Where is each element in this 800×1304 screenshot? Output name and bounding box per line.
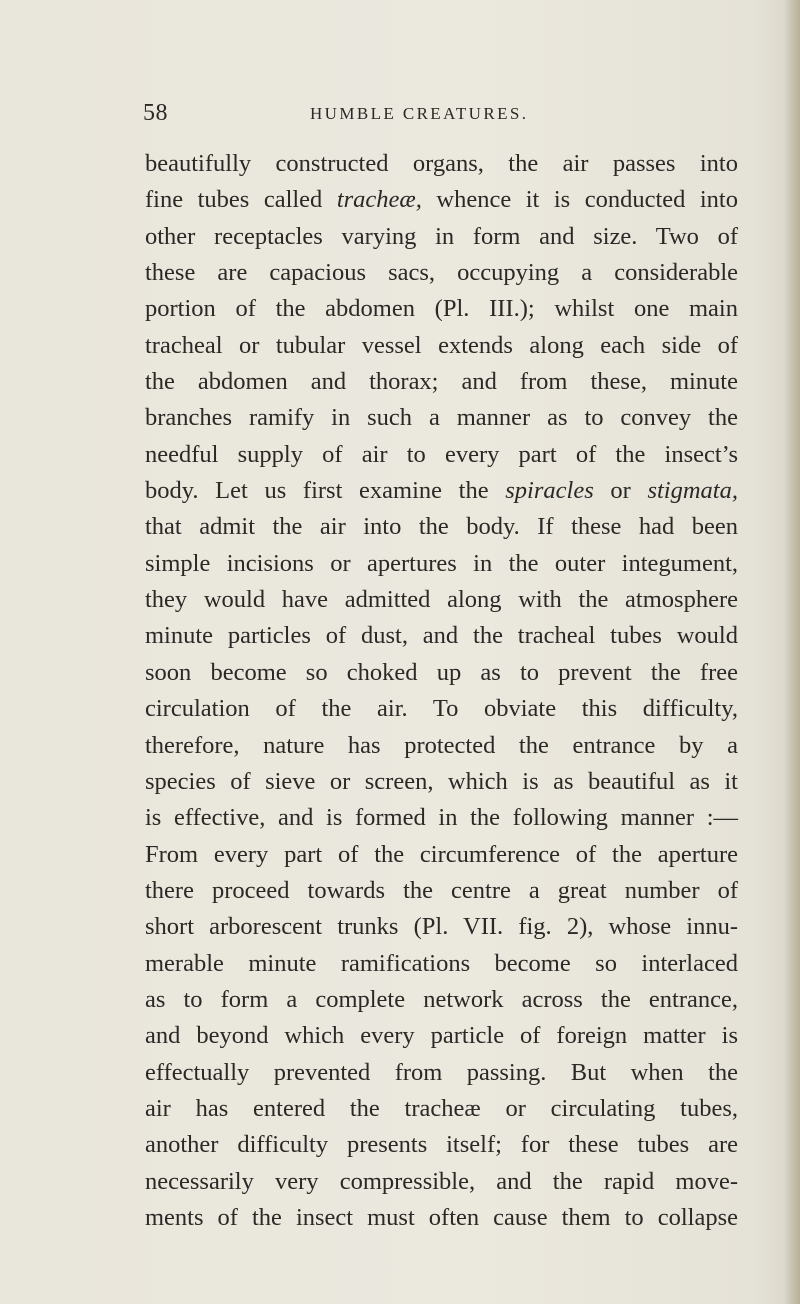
text-span: portion of the abdomen (Pl. III.); whilst one main bbox=[145, 295, 738, 323]
text-line bbox=[145, 219, 738, 255]
text-span: circulation of the air. To obviate this difficulty, bbox=[145, 695, 738, 723]
text-span: necessarily very compressible, and the rapid move- bbox=[145, 1167, 738, 1195]
text-span: therefore, nature has protected the entrance by a bbox=[145, 731, 738, 759]
text-span: branches ramify in such a manner as to convey the bbox=[145, 404, 738, 432]
text-line bbox=[145, 1127, 738, 1163]
text-span: is effective, and is formed in the following manner :— bbox=[145, 804, 738, 832]
text-line bbox=[145, 618, 738, 654]
text-line bbox=[145, 182, 738, 218]
text-span: these are capacious sacs, occupying a considerable bbox=[145, 259, 738, 287]
text-line bbox=[145, 655, 738, 691]
text-line bbox=[145, 1164, 738, 1200]
text-line bbox=[145, 473, 738, 509]
text-line bbox=[145, 146, 738, 182]
text-span: the abdomen and thorax; and from these, minute bbox=[145, 368, 738, 396]
page-edge-shadow bbox=[784, 0, 800, 1304]
text-line bbox=[145, 400, 738, 436]
text-span: another difficulty presents itself; for these tubes are bbox=[145, 1131, 738, 1159]
text-line bbox=[145, 1018, 738, 1054]
body-text bbox=[145, 146, 755, 1236]
text-line bbox=[145, 691, 738, 727]
text-span: minute particles of dust, and the tracheal tubes would bbox=[145, 622, 738, 650]
text-span: ments of the insect must often cause them to collapse bbox=[145, 1203, 738, 1231]
text-span: that admit the air into the body. If these had been bbox=[145, 513, 738, 541]
text-span: there proceed towards the centre a great number of bbox=[145, 876, 738, 904]
text-line bbox=[145, 582, 738, 618]
text-line bbox=[145, 982, 738, 1018]
text-span: air has entered the tracheæ or circulating tubes, bbox=[145, 1094, 738, 1122]
text-line bbox=[145, 909, 738, 945]
text-line bbox=[145, 837, 738, 873]
page-header bbox=[143, 98, 723, 138]
italic-term: spiracles bbox=[505, 477, 594, 505]
text-span: simple incisions or apertures in the outer integument, bbox=[145, 549, 738, 577]
text-line bbox=[145, 509, 738, 545]
text-span: fine tubes called bbox=[145, 186, 337, 214]
text-line bbox=[145, 328, 738, 364]
text-line bbox=[145, 255, 738, 291]
text-span: merable minute ramifications become so interlaced bbox=[145, 949, 738, 977]
page-number: 58 bbox=[143, 100, 168, 126]
text-span: short arborescent trunks (Pl. VII. fig. 2), whose innu- bbox=[145, 913, 738, 941]
italic-term: stigmata, bbox=[647, 477, 738, 505]
text-span: and beyond which every particle of foreign matter is bbox=[145, 1022, 738, 1050]
text-line bbox=[145, 800, 738, 836]
text-span: needful supply of air to every part of the insect’s bbox=[145, 440, 738, 468]
text-line bbox=[145, 764, 738, 800]
text-span: body. Let us first examine the bbox=[145, 477, 506, 505]
text-line bbox=[145, 546, 738, 582]
running-head: HUMBLE CREATURES. bbox=[310, 104, 529, 123]
text-line bbox=[145, 728, 738, 764]
text-span: species of sieve or screen, which is as beautiful as it bbox=[145, 767, 738, 795]
text-span: whence it is conducted into bbox=[421, 186, 738, 214]
text-line bbox=[145, 873, 738, 909]
text-line bbox=[145, 1091, 738, 1127]
text-line bbox=[145, 1200, 738, 1236]
text-line bbox=[145, 437, 738, 473]
text-line bbox=[145, 364, 738, 400]
text-span: soon become so choked up as to prevent the free bbox=[145, 658, 738, 686]
text-line bbox=[145, 1055, 738, 1091]
text-span: they would have admitted along with the atmosphere bbox=[145, 586, 738, 614]
text-span: tracheal or tubular vessel extends along each side of bbox=[145, 331, 738, 359]
text-span: From every part of the circumference of the aperture bbox=[145, 840, 738, 868]
text-span: as to form a complete network across the entrance, bbox=[145, 985, 738, 1013]
italic-term: tracheæ, bbox=[336, 186, 422, 214]
text-span: effectually prevented from passing. But when the bbox=[145, 1058, 738, 1086]
text-line bbox=[145, 946, 738, 982]
text-span: other receptacles varying in form and size. Two of bbox=[145, 222, 738, 250]
text-span: or bbox=[593, 477, 648, 505]
text-span: beautifully constructed organs, the air passes into bbox=[145, 150, 738, 177]
text-line bbox=[145, 291, 738, 327]
